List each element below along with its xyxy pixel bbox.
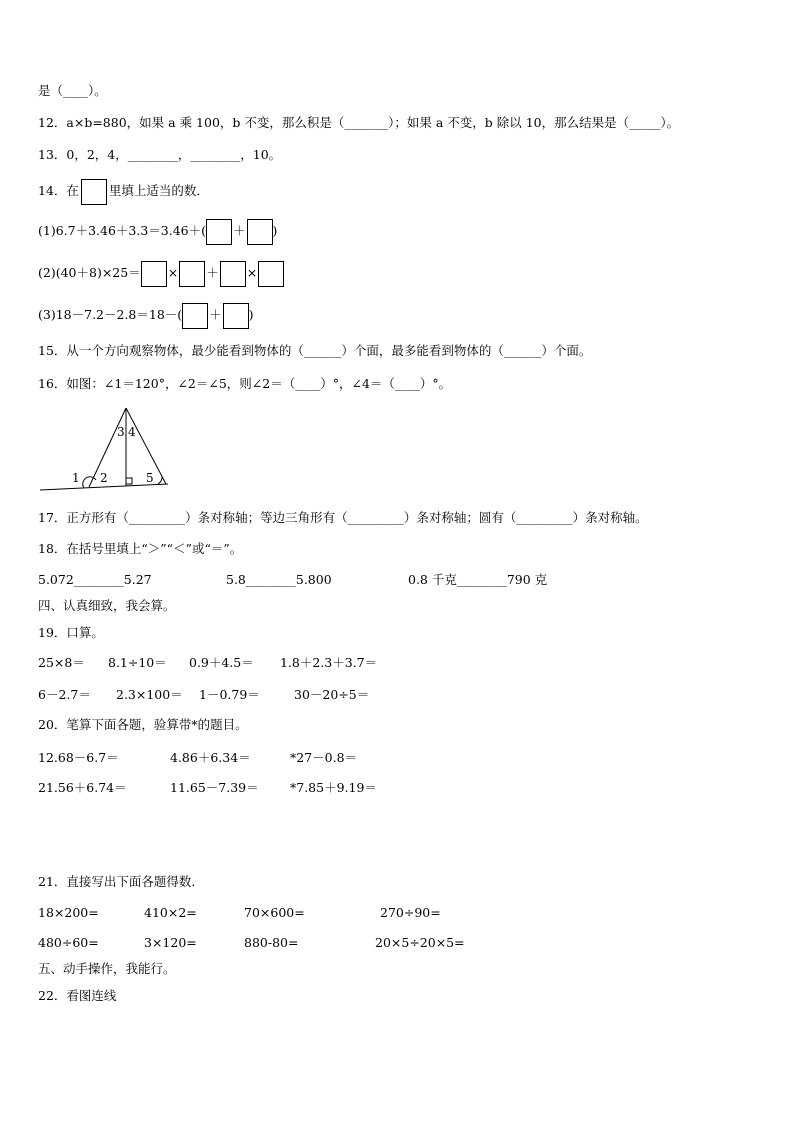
answer-box-2b[interactable]	[179, 261, 205, 287]
q20-r2-c1: 21.56＋6.74＝	[38, 780, 127, 795]
answer-box-2c[interactable]	[220, 261, 246, 287]
answer-box-1b[interactable]	[247, 219, 273, 245]
q19-r1-c2: 8.1÷10＝	[108, 655, 167, 670]
question-16: 16．如图：∠1＝120°，∠2＝∠5，则∠2＝（____）°，∠4＝（____）°。	[38, 376, 452, 391]
question-21: 21．直接写出下面各题得数．	[38, 874, 204, 889]
section-4-title: 四、认真细致，我会算。	[38, 598, 176, 613]
q19-r2-c2: 2.3×100＝	[116, 687, 183, 702]
q18-item-1: 5.072________5.27	[38, 572, 152, 587]
section-5-title: 五、动手操作，我能行。	[38, 961, 176, 976]
angle-label-5: 5	[146, 471, 154, 485]
q19-r2-c3: 1－0.79＝	[199, 687, 260, 702]
expression-1: (1)6.7＋3.46＋3.3＝3.46＋(	[38, 223, 207, 238]
angle-label-2: 2	[100, 471, 108, 485]
q19-r2-c4: 30－20÷5＝	[294, 687, 370, 702]
question-14-part-3	[38, 301, 254, 329]
q21-r1-c2: 410×2=	[144, 905, 197, 920]
q21-r2-c2: 3×120=	[144, 935, 197, 950]
q21-r1-c1: 18×200=	[38, 905, 99, 920]
question-14	[38, 177, 209, 205]
question-14-prefix: 14．在	[38, 183, 79, 198]
question-14-suffix: 里填上适当的数．	[108, 183, 209, 198]
q20-r2-c2: 11.65－7.39＝	[170, 780, 259, 795]
answer-box-1a[interactable]	[206, 219, 232, 245]
question-17: 17．正方形有（_________）条对称轴；等边三角形有（_________）条对称轴；圆有（_________）条对称轴。	[38, 510, 648, 525]
q20-r1-c3: *27－0.8＝	[290, 750, 358, 765]
expression-2: (2)(40＋8)×25＝	[38, 265, 141, 280]
question-13: 13．0，2，4，________，________，10。	[38, 147, 282, 162]
q20-r2-c3: *7.85＋9.19＝	[290, 780, 377, 795]
plus-sign: ＋	[206, 265, 219, 280]
q21-r2-c4: 20×5÷20×5=	[375, 935, 465, 950]
q20-r1-c1: 12.68－6.7＝	[38, 750, 119, 765]
q21-r2-c1: 480÷60=	[38, 935, 99, 950]
answer-box[interactable]	[81, 179, 107, 205]
question-18: 18．在括号里填上“＞”“＜”或“＝”。	[38, 541, 243, 556]
triangle-angle-figure	[38, 400, 178, 492]
q21-r1-c3: 70×600=	[244, 905, 305, 920]
times-sign: ×	[167, 265, 179, 280]
times-sign: ×	[246, 265, 258, 280]
angle-label-3: 3	[117, 425, 125, 439]
question-14-part-2	[38, 259, 284, 287]
answer-box-2a[interactable]	[141, 261, 167, 287]
q19-r1-c4: 1.8＋2.3＋3.7＝	[280, 655, 378, 670]
expression-3: (3)18－7.2－2.8＝18－(	[38, 307, 183, 322]
q19-r1-c1: 25×8＝	[38, 655, 85, 670]
question-22: 22．看图连线	[38, 988, 117, 1003]
close-paren: )	[272, 223, 278, 238]
answer-box-2d[interactable]	[258, 261, 284, 287]
q20-r1-c2: 4.86＋6.34＝	[170, 750, 251, 765]
question-15: 15．从一个方向观察物体，最少能看到物体的（______）个面，最多能看到物体的（______）个面。	[38, 343, 592, 358]
angle-label-1: 1	[72, 471, 80, 485]
q21-r1-c4: 270÷90=	[380, 905, 441, 920]
answer-box-3b[interactable]	[223, 303, 249, 329]
q18-item-3: 0.8 千克________790 克	[408, 572, 548, 587]
close-paren: )	[248, 307, 254, 322]
question-20: 20．笔算下面各题，验算带*的题目。	[38, 717, 248, 732]
q19-r2-c1: 6－2.7＝	[38, 687, 91, 702]
q21-r2-c3: 880-80=	[244, 935, 299, 950]
question-19: 19．口算。	[38, 625, 104, 640]
plus-sign: ＋	[233, 223, 246, 238]
angle-label-4: 4	[128, 425, 136, 439]
question-12: 12．a×b=880，如果 a 乘 100，b 不变，那么积是（_______）；如果 a 不变，b 除以 10，那么结果是（_____）。	[38, 115, 680, 130]
q18-item-2: 5.8________5.800	[226, 572, 332, 587]
question-14-part-1	[38, 217, 277, 245]
plus-sign: ＋	[209, 307, 222, 322]
line-continued: 是（____）。	[38, 83, 107, 98]
q19-r1-c3: 0.9＋4.5＝	[189, 655, 254, 670]
answer-box-3a[interactable]	[182, 303, 208, 329]
